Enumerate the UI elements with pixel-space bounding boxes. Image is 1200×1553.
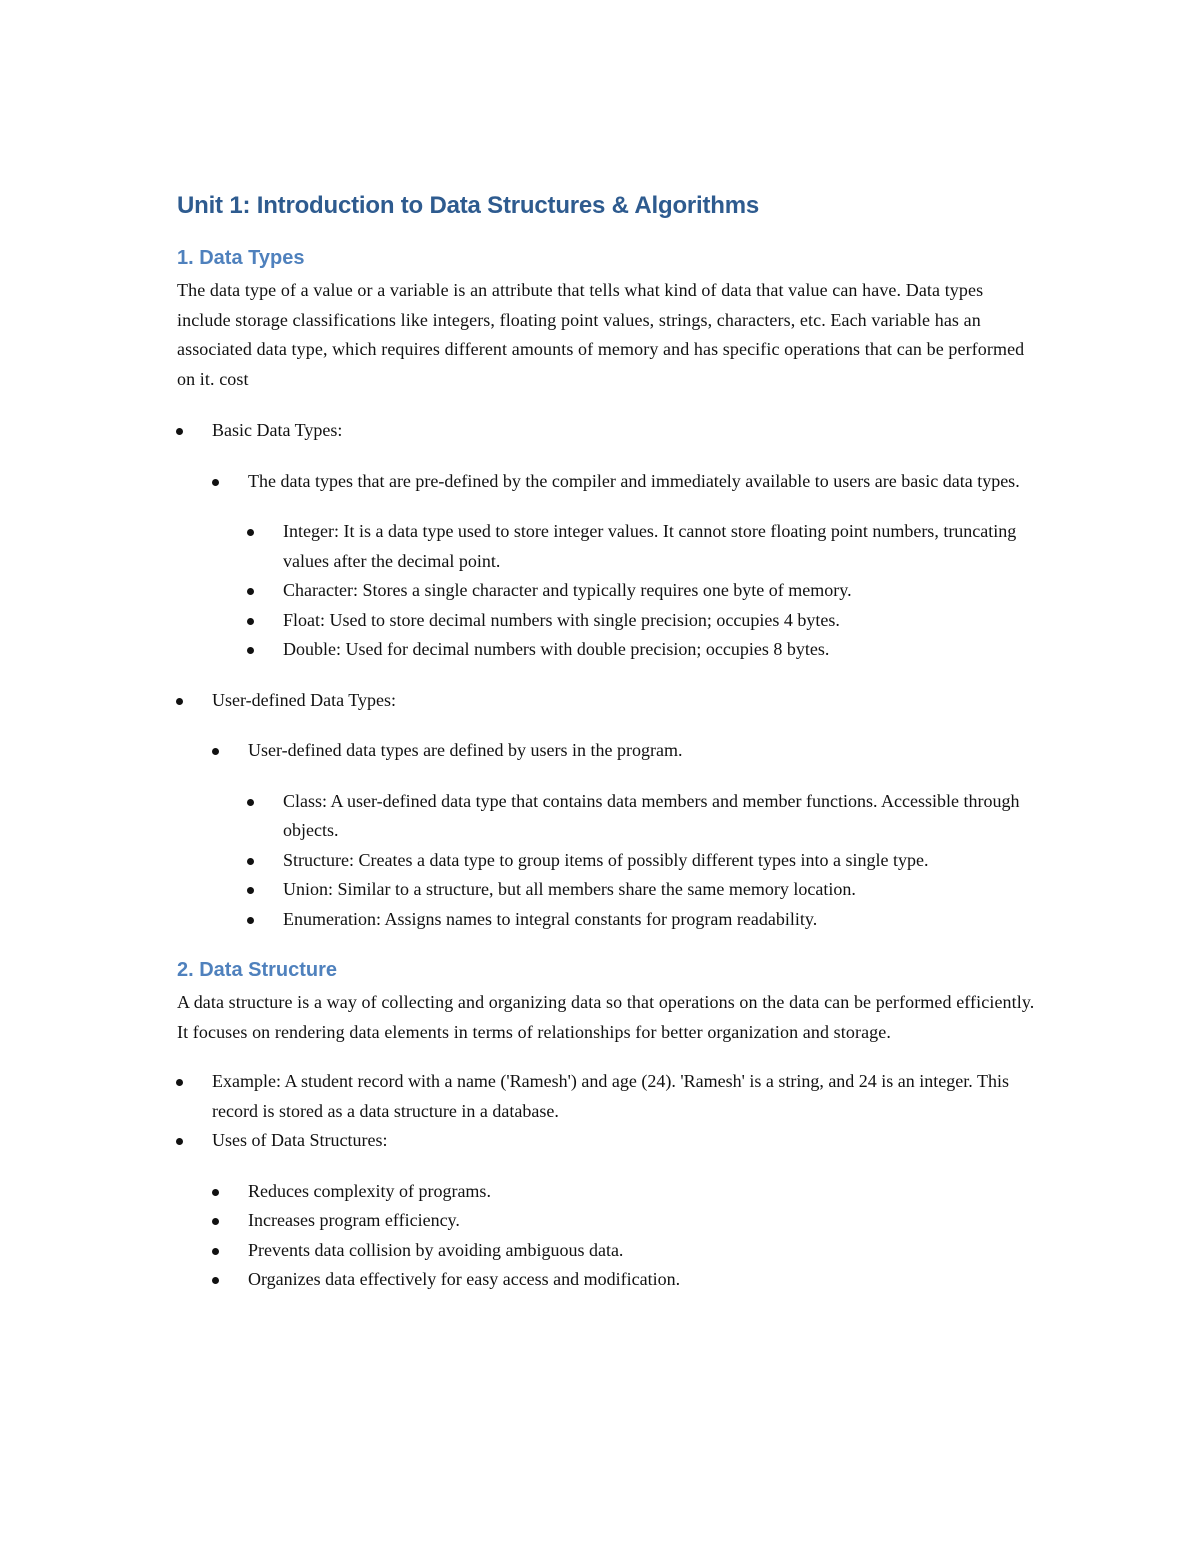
bullet-icon — [212, 748, 219, 755]
page-title: Unit 1: Introduction to Data Structures & Algorithms — [177, 192, 760, 219]
list-item-basic-data-types — [212, 416, 1037, 446]
uses-list — [177, 1177, 1037, 1295]
list-item-text: Enumeration: Assigns names to integral constants for program readability. — [283, 908, 818, 929]
bullet-icon — [247, 588, 254, 595]
list-item-basic-description — [248, 467, 1037, 497]
bullet-icon — [247, 887, 254, 894]
basic-description-list — [177, 467, 1037, 497]
list-item-text: Increases program efficiency. — [248, 1210, 460, 1230]
list-item-text: Character: Stores a single character and typically requires one byte of memory. — [283, 580, 852, 600]
user-defined-list — [177, 686, 1037, 716]
user-defined-description-list — [177, 736, 1037, 766]
basic-types-list — [177, 517, 1037, 665]
list-item-example — [212, 1067, 1037, 1126]
list-item — [248, 1206, 1037, 1236]
section-heading-data-types: 1. Data Types — [177, 247, 305, 269]
list-item — [248, 1177, 1037, 1207]
list-item-text: Organizes data effectively for easy access and modification. — [248, 1269, 681, 1289]
bullet-icon — [212, 1218, 219, 1225]
section-paragraph-data-structure: A data structure is a way of collecting and organizing data so that operations on the data can be performed efficiently. It focuses on rendering data elements in terms of relationships for better organization and storage. — [177, 992, 1035, 1042]
bullet-icon — [247, 917, 254, 924]
list-item — [283, 517, 1037, 576]
list-item-label: Basic Data Types: — [212, 420, 343, 440]
user-defined-types-list — [177, 787, 1037, 935]
bullet-icon — [212, 1189, 219, 1196]
list-item-text: The data types that are pre-defined by the compiler and immediately available to users are basic data types. — [248, 470, 1020, 491]
bullet-icon — [176, 428, 183, 435]
list-item — [283, 787, 1037, 846]
list-item — [283, 905, 1037, 935]
list-item-text: Class: A user-defined data type that contains data members and member functions. Accessible through objects. — [283, 790, 1020, 840]
list-item-label: Uses of Data Structures: — [212, 1130, 388, 1150]
list-item-text: Float: Used to store decimal numbers with single precision; occupies 4 bytes. — [283, 609, 840, 630]
data-structure-list — [177, 1067, 1037, 1156]
bullet-icon — [212, 1277, 219, 1284]
list-item-text: User-defined data types are defined by users in the program. — [248, 740, 683, 760]
data-types-list — [177, 416, 1037, 446]
list-item — [248, 1236, 1037, 1266]
bullet-icon — [212, 479, 219, 486]
list-item-text: Prevents data collision by avoiding ambiguous data. — [248, 1239, 624, 1260]
section-paragraph-data-types: The data type of a value or a variable is an attribute that tells what kind of data that value can have. Data types include storage classifications like integers, floating point values, strings, characters, etc. Each variable has an associated data type, which requires different amounts of memory and has specific operations that can be performed on it. cost — [177, 280, 1025, 389]
bullet-icon — [247, 799, 254, 806]
list-item-uses — [212, 1126, 1037, 1156]
bullet-icon — [176, 1138, 183, 1145]
list-item-text: Union: Similar to a structure, but all members share the same memory location. — [283, 879, 856, 899]
list-item-text: Integer: It is a data type used to store integer values. It cannot store floating point numbers, truncating values after the decimal point. — [283, 521, 1017, 571]
list-item-user-defined-description — [248, 736, 1037, 766]
list-item — [283, 606, 1037, 636]
bullet-icon — [247, 647, 254, 654]
bullet-icon — [247, 858, 254, 865]
list-item — [283, 576, 1037, 606]
list-item-user-defined-types — [212, 686, 1037, 716]
list-item-text: Example: A student record with a name ('Ramesh') and age (24). 'Ramesh' is a string, and 24 is an integer. This record is stored as a data structure in a database. — [212, 1071, 1009, 1121]
bullet-icon — [212, 1248, 219, 1255]
list-item — [283, 875, 1037, 905]
list-item-text: Structure: Creates a data type to group items of possibly different types into a single type. — [283, 849, 929, 870]
list-item — [283, 846, 1037, 876]
bullet-icon — [176, 1079, 183, 1086]
bullet-icon — [176, 698, 183, 705]
list-item — [248, 1265, 1037, 1295]
section-heading-data-structure: 2. Data Structure — [177, 959, 338, 981]
document-page — [177, 190, 1037, 1295]
bullet-icon — [247, 618, 254, 625]
bullet-icon — [247, 529, 254, 536]
list-item-text: Double: Used for decimal numbers with double precision; occupies 8 bytes. — [283, 639, 830, 659]
list-item-label: User-defined Data Types: — [212, 689, 396, 710]
list-item-text: Reduces complexity of programs. — [248, 1180, 491, 1201]
list-item — [283, 635, 1037, 665]
